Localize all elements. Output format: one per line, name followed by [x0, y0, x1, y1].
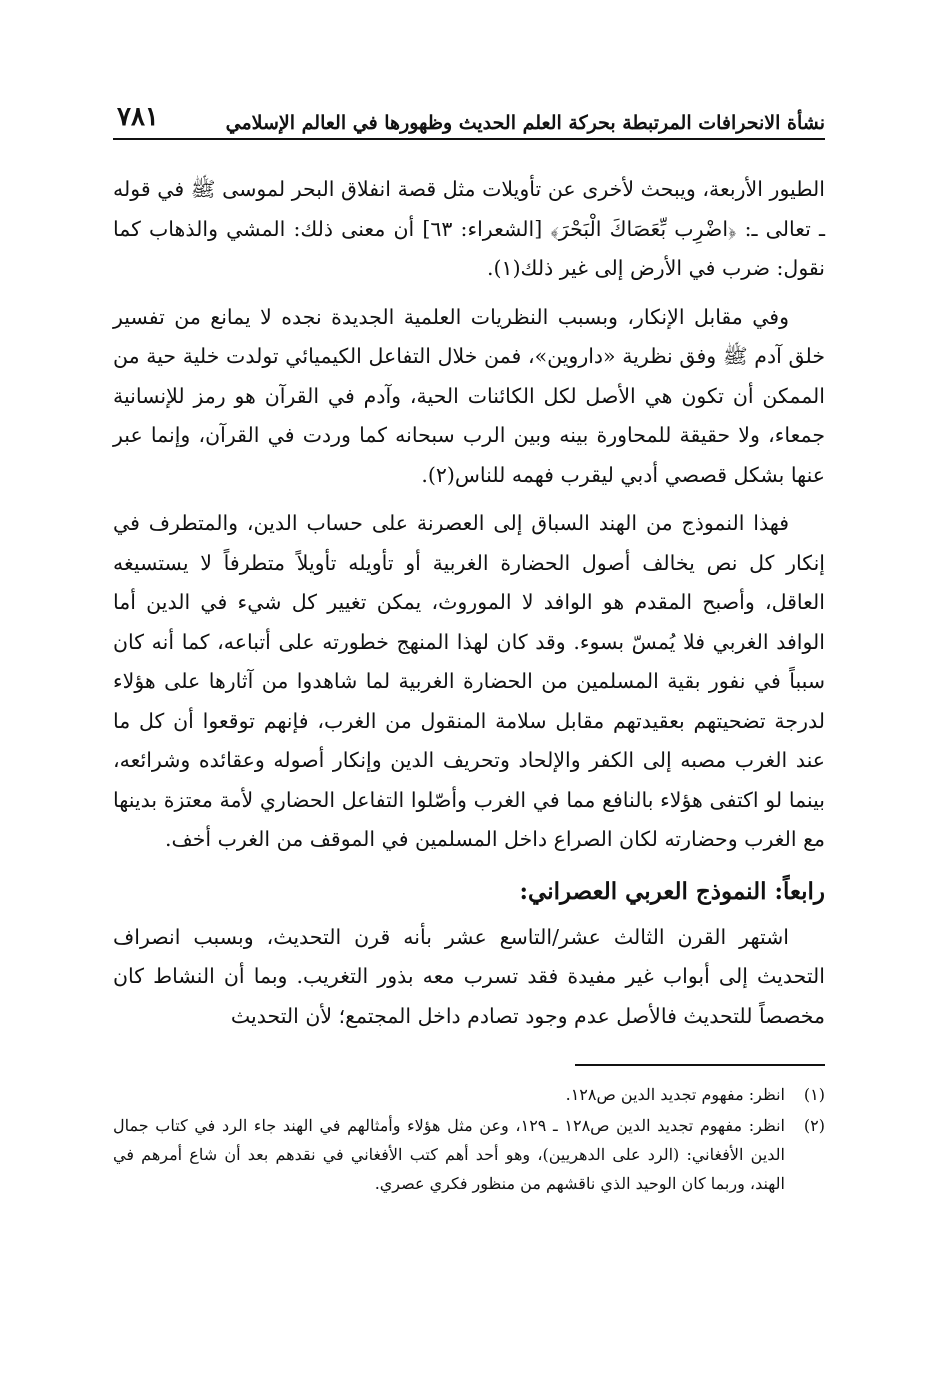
footnote-number: (٢)	[803, 1116, 825, 1135]
paragraph-3: فهذا النموذج من الهند السباق إلى العصرنة على حساب الدين، والمتطرف في إنكار كل نص يخالف أصول الحضارة الغربية أو تأويله تأويلاً متطرفاً لا يستسيغه العاقل، وأصبح المقدم هو الوافد لا الموروث، يمكن تغيير كل شيء في الدين أما الوافد الغربي فلا يُمسّ بسوء. وقد كان لهذا المنهج خطورته على أتباعه، كما أنه كان سبباً في نفور بقية المسلمين من الحضارة الغربية لما شاهدوا من آثارها على هؤلاء لدرجة تضحيتهم بعقيدتهم مقابل سلامة المنقول من الغرب، فإنهم توقعوا أن كل ما عند الغرب مصبه إلى الكفر والإلحاد وتحريف الدين وإنكار أصوله وعقائده وشرائعه، بينما لو اكتفى هؤلاء بالنافع مما في الغرب وأصّلوا التفاعل الحضاري لأمة معتزة بدينها مع الغرب وحضارته لكان الصراع داخل المسلمين في الموقف من الغرب أخف.	[113, 511, 825, 851]
main-text	[113, 170, 825, 1036]
running-header	[113, 96, 825, 140]
header-title: نشأة الانحرافات المرتبطة بحركة العلم الحديث وظهورها في العالم الإسلامي	[225, 112, 825, 134]
paragraph-2: وفي مقابل الإنكار، وبسبب النظريات العلمية الجديدة نجده لا يمانع من تفسير خلق آدم ﷺ وفق نظرية «داروين»، فمن خلال التفاعل الكيميائي تولدت خلية حية من الممكن أن تكون هي الأصل لكل الكائنات الحية، وآدم في القرآن هو رمز للإنسانية جمعاء، ولا حقيقة للمحاورة بينه وبين الرب سبحانه كما وردت في القرآن، وإنما عبر عنها بشكل قصصي أدبي ليقرب فهمه للناس(٢).	[113, 304, 825, 487]
footnote-2	[113, 1111, 825, 1198]
footnote-number: (١)	[803, 1085, 825, 1104]
section-paragraph: اشتهر القرن الثالث عشر/التاسع عشر بأنه قرن التحديث، وبسبب انصراف التحديث إلى أبواب غير مفيدة فقد تسرب معه بذور التغريب. وبما أن النشاط كان مخصصاً للتحديث فالأصل عدم وجود تصادم داخل المجتمع؛ لأن التحديث	[113, 924, 825, 1028]
section-heading: رابعاً: النموذج العربي العصراني:	[519, 877, 825, 905]
book-page	[113, 96, 825, 1346]
page-number: ٧٨١	[117, 102, 159, 132]
footnote-text: انظر: مفهوم تجديد الدين ص١٢٨.	[565, 1085, 785, 1104]
footnote-text: انظر: مفهوم تجديد الدين ص١٢٨ ـ ١٢٩، وعن مثل هؤلاء وأمثالهم في الهند جاء الرد في كتاب جمال الدين الأفغاني: (الرد على الدهريين)، وهو أحد أهم كتب الأفغاني في نقدهم بعد أن شاع أمرهم في الهند، وربما كان الوحيد الذي ناقشهم من منظور فكري عصري.	[113, 1116, 786, 1193]
footnotes	[113, 1080, 825, 1198]
paragraph-1: الطيور الأربعة، ويبحث لأخرى عن تأويلات مثل قصة انفلاق البحر لموسى ﷺ في قوله ـ تعالى ـ: ﴿اضْرِب بِّعَصَاكَ الْبَحْرَ﴾ [الشعراء: ٦٣] أن معنى ذلك: المشي والذهاب كما نقول: ضرب في الأرض إلى غير ذلك(١).	[113, 177, 826, 280]
footnote-1	[113, 1080, 825, 1109]
footnote-separator	[575, 1064, 825, 1066]
